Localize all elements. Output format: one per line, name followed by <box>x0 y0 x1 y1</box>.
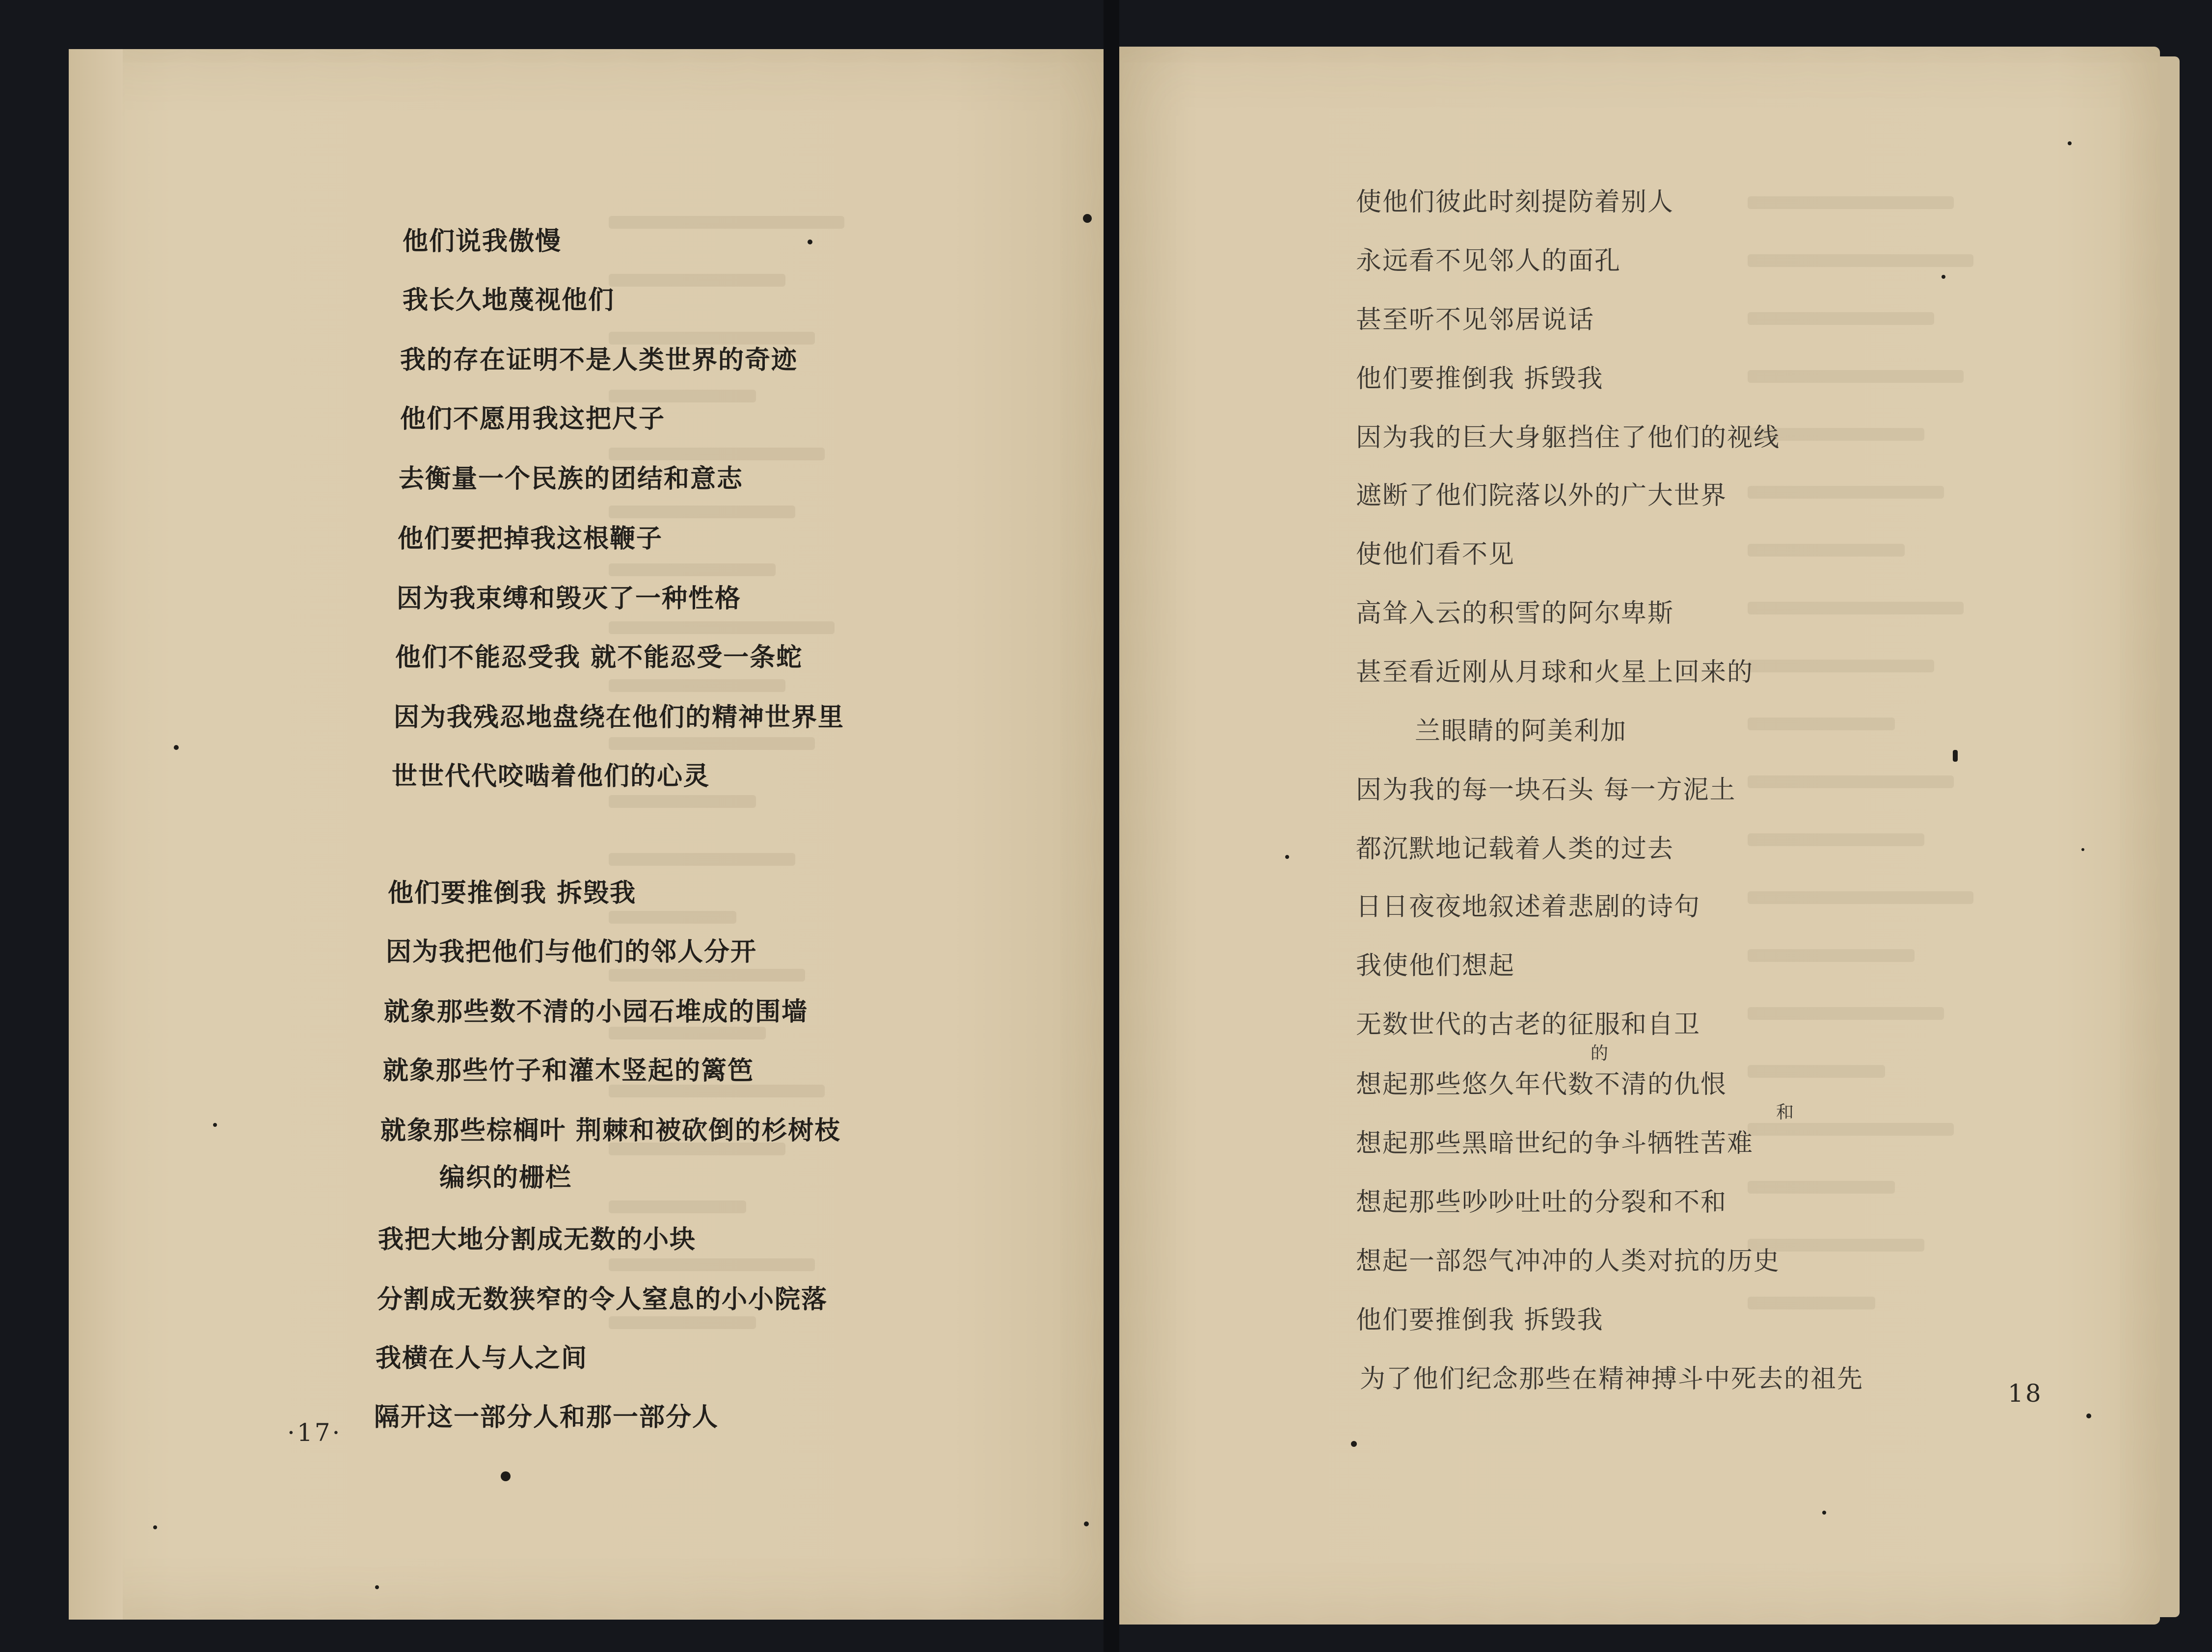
poem-line: 使他们看不见 <box>1356 540 1515 569</box>
poem-line: 都沉默地记载着人类的过去 <box>1356 834 1674 864</box>
poem-line: 就象那些数不清的小园石堆成的围墙 <box>384 997 809 1027</box>
poem-line: 永远看不见邻人的面孔 <box>1356 246 1621 276</box>
poem-line: 隔开这一部分人和那一部分人 <box>374 1402 719 1432</box>
poem-line: 我的存在证明不是人类世界的奇迹 <box>400 345 798 375</box>
poem-line: 因为我把他们与他们的邻人分开 <box>386 937 757 967</box>
right-page-edge <box>2160 56 2180 1617</box>
book-gutter <box>1104 0 1119 1652</box>
poem-line: 他们不愿用我这把尺子 <box>400 404 666 434</box>
poem-line: 想起那些黑暗世纪的争斗牺牲苦难 <box>1356 1129 1754 1158</box>
poem-line: 他们要把掉我这根鞭子 <box>398 524 663 554</box>
ink-speck <box>1084 1521 1089 1526</box>
poem-line: 我长久地蔑视他们 <box>403 285 615 315</box>
right-show-through <box>1748 196 1983 1355</box>
poem-line: 因为我束缚和毁灭了一种性格 <box>397 584 742 613</box>
poem-line: 分割成无数狭窄的令人窒息的小小院落 <box>377 1284 828 1314</box>
poem-line: 想起那些吵吵吐吐的分裂和不和 <box>1356 1188 1727 1217</box>
ink-speck <box>2068 141 2072 145</box>
poem-line: 使他们彼此时刻提防着别人 <box>1356 187 1674 217</box>
poem-line: 因为我的每一块石头 每一方泥土 <box>1356 775 1736 805</box>
ink-speck <box>1822 1511 1826 1515</box>
poem-line: 遮断了他们院落以外的广大世界 <box>1356 481 1727 510</box>
ink-speck <box>808 240 812 244</box>
poem-line: 我把大地分割成无数的小块 <box>378 1225 697 1254</box>
poem-line: 无数世代的古老的征服和自卫 <box>1356 1010 1701 1039</box>
left-page-number: ·17· <box>287 1418 342 1447</box>
poem-line: 想起一部怨气冲冲的人类对抗的历史 <box>1356 1247 1780 1276</box>
poem-line: 他们要推倒我 拆毁我 <box>388 878 637 908</box>
ink-speck <box>1953 750 1958 762</box>
right-page-number: 18 <box>2008 1379 2043 1408</box>
ink-speck <box>153 1525 157 1529</box>
poem-line: 我横在人与人之间 <box>376 1343 588 1373</box>
poem-line: 因为我的巨大身躯挡住了他们的视线 <box>1356 423 1780 453</box>
poem-line: 为了他们纪念那些在精神搏斗中死去的祖先 <box>1360 1364 1864 1394</box>
poem-line: 想起那些悠久年代数不清的仇恨 <box>1356 1070 1727 1099</box>
poem-line: 就象那些棕榈叶 荆棘和被砍倒的杉树枝 <box>380 1116 841 1146</box>
poem-line: 他们要推倒我 拆毁我 <box>1356 364 1604 394</box>
poem-line: 甚至听不见邻居说话 <box>1356 305 1595 335</box>
poem-line: 兰眼睛的阿美利加 <box>1415 717 1627 746</box>
left-page <box>69 49 1109 1620</box>
left-show-through <box>609 216 864 1374</box>
ink-speck <box>1351 1441 1357 1447</box>
poem-line: 甚至看近刚从月球和火星上回来的 <box>1356 658 1754 687</box>
ink-speck <box>2081 848 2084 851</box>
poem-line: 日日夜夜地叙述着悲剧的诗句 <box>1356 892 1701 922</box>
handwritten-insertion: 的 <box>1591 1043 1609 1064</box>
ink-speck <box>501 1471 511 1481</box>
ink-speck <box>174 745 179 750</box>
poem-line: 他们要推倒我 拆毁我 <box>1356 1306 1604 1335</box>
poem-line: 世世代代咬啮着他们的心灵 <box>392 761 710 791</box>
ink-speck <box>1083 214 1092 223</box>
ink-speck <box>213 1123 217 1127</box>
handwritten-insertion: 和 <box>1776 1102 1794 1122</box>
poem-line: 他们说我傲慢 <box>403 226 562 256</box>
poem-line: 我使他们想起 <box>1356 951 1515 981</box>
poem-line: 高耸入云的积雪的阿尔卑斯 <box>1356 599 1674 628</box>
poem-line: 去衡量一个民族的团结和意志 <box>399 464 744 494</box>
ink-speck <box>2086 1413 2091 1418</box>
ink-speck <box>1942 275 1945 279</box>
left-page-fold <box>69 49 123 1620</box>
poem-line: 就象那些竹子和灌木竖起的篱笆 <box>383 1056 755 1086</box>
poem-line: 他们不能忍受我 就不能忍受一条蛇 <box>395 642 803 672</box>
ink-speck <box>1285 855 1289 859</box>
poem-line: 编织的栅栏 <box>439 1163 572 1193</box>
ink-speck <box>375 1585 379 1589</box>
poem-line: 因为我残忍地盘绕在他们的精神世界里 <box>394 702 845 732</box>
